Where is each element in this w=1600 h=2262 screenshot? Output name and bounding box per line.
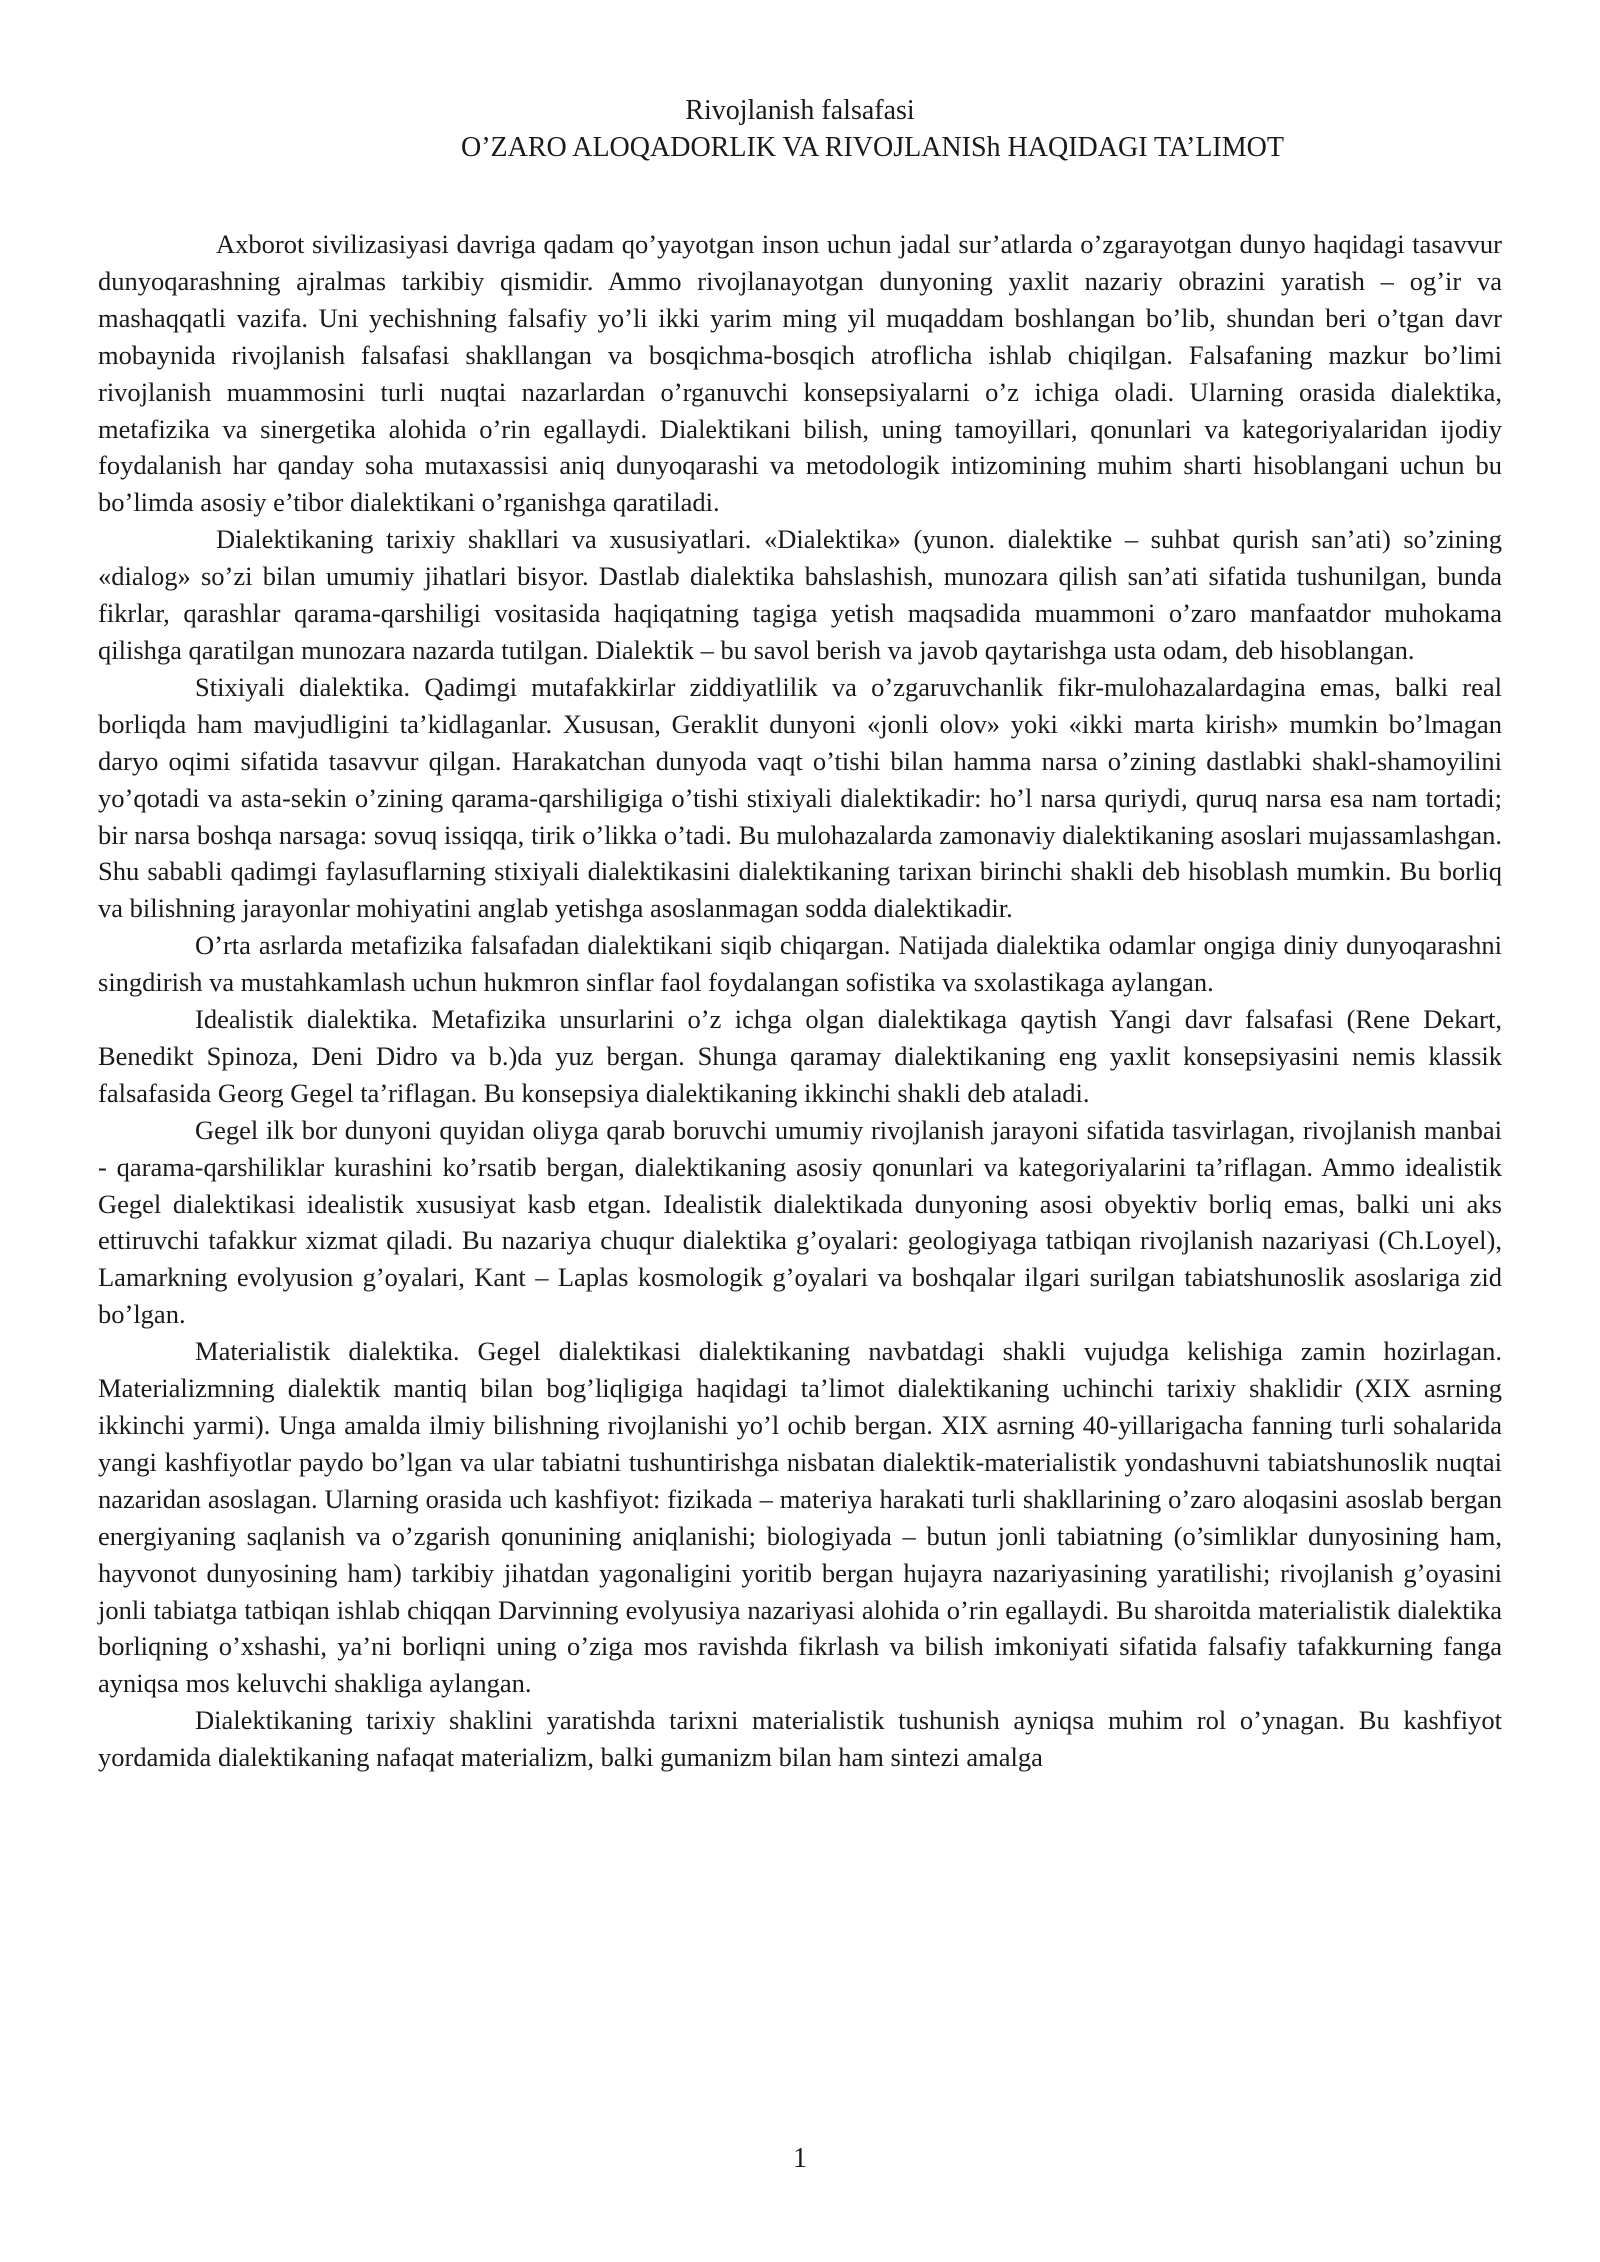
page-number: 1 [793,2143,807,2174]
document-title: Rivojlanish falsafasi [685,95,915,126]
paragraph-hegel: Gegel ilk bor dunyoni quyidan oliyga qarab boruvchi umumiy rivojlanish jarayoni sifatida tasvirlagan, rivojlanish manbai - qarama-qarshiliklar kurashini ko’rsatib bergan, dialektikaning asosiy qonunlari va kategoriyalarini ta’riflagan. Ammo idealistik Gegel dialektikasi idealistik xususiyat kasb etgan. Idealistik dialektikada dunyoning asosi obyektiv borliq emas, balki uni aks ettiruvchi tafakkur xizmat qiladi. Bu nazariya chuqur dialektika g’oyalari: geologiyaga tatbiqan rivojlanish nazariyasi (Ch.Loyel), Lamarkning evolyusion g’oyalari, Kant – Laplas kosmologik g’oyalari va boshqalar ilgari surilgan tabiatshunoslik asoslariga zid bo’lgan. [98,1114,1502,1330]
paragraph-idealistic-dialectics: Idealistik dialektika. Metafizika unsurlarini o’z ichga olgan dialektikaga qaytish Yangi davr falsafasi (Rene Dekart, Benedikt Spinoza, Deni Didro va b.)da yuz bergan. Shunga qaramay dialektikaning eng yaxlit konsepsiyasini nemis klassik falsafasida Georg Gegel ta’riflagan. Bu konsepsiya dialektikaning ikkinchi shakli deb ataladi. [98,1004,1502,1108]
paragraph-spontaneous-dialectics: Stixiyali dialektika. Qadimgi mutafakkirlar ziddiyatlilik va o’zgaruvchanlik fikr-mulohazalardagina emas, balki real borliqda ham mavjudligini ta’kidlaganlar. Xususan, Geraklit dunyoni «jonli olov» yoki «ikki marta kirish» mumkin bo’lmagan daryo oqimi sifatida tasavvur qilgan. Harakatchan dunyoda vaqt o’tishi bilan hamma narsa o’zining dastlabki shakl-shamoyilini yo’qotadi va asta-sekin o’zining qarama-qarshiligiga o’tishi stixiyali dialektikadir: ho’l narsa quriydi, quruq narsa esa nam tortadi; bir narsa boshqa narsaga: sovuq issiqqa, tirik o’likka o’tadi. Bu mulohazalarda zamonaviy dialektikaning asoslari mujassamlashgan. Shu sababli qadimgi faylasuflarning stixiyali dialektikasini dialektikaning tarixan birinchi shakli deb hisoblash mumkin. Bu borliq va bilishning jarayonlar mohiyatini anglab yetishga asoslanmagan sodda dialektikadir. [98,671,1502,924]
document-subtitle: O’ZARO ALOQADORLIK VA RIVOJLANISh HAQIDAGI TA’LIMOT [461,132,1284,163]
paragraph-intro: Axborot sivilizasiyasi davriga qadam qo’yayotgan inson uchun jadal sur’atlarda o’zgarayotgan dunyo haqidagi tasavvur dunyoqarashning ajralmas tarkibiy qismidir. Ammo rivojlanayotgan dunyoning yaxlit nazariy obrazini yaratish – og’ir va mashaqqatli vazifa. Uni yechishning falsafiy yo’li ikki yarim ming yil muqaddam boshlangan bo’lib, shundan beri o’tgan davr mobaynida rivojlanish falsafasi shakllangan va bosqichma-bosqich atroflicha ishlab chiqilgan. Falsafaning mazkur bo’limi rivojlanish muammosini turli nuqtai nazarlardan o’rganuvchi konsepsiyalarni o’z ichiga oladi. Ularning orasida dialektika, metafizika va sinergetika alohida o’rin egallaydi. Dialektikani bilish, uning tamoyillari, qonunlari va kategoriyalaridan ijodiy foydalanish har qanday soha mutaxassisi aniq dunyoqarashi va metodologik intizomining muhim sharti hisoblangani uchun bu bo’limda asosiy e’tibor dialektikani o’rganishga qaratiladi. [98,229,1502,518]
document-body [98,226,1502,1776]
paragraph-materialistic-dialectics: Materialistik dialektika. Gegel dialektikasi dialektikaning navbatdagi shakli vujudga kelishiga zamin hozirlagan. Materializmning dialektik mantiq bilan bog’liqligiga haqidagi ta’limot dialektikaning uchinchi tarixiy shaklidir (XIX asrning ikkinchi yarmi). Unga amalda ilmiy bilishning rivojlanishi yo’l ochib bergan. XIX asrning 40-yillarigacha fanning turli sohalarida yangi kashfiyotlar paydo bo’lgan va ular tabiatni tushuntirishga nisbatan dialektik-materialistik yondashuvni tabiatshunoslik nuqtai nazaridan asoslagan. Ularning orasida uch kashfiyot: fizikada – materiya harakati turli shakllarining o’zaro aloqasini asoslab bergan energiyaning saqlanish va o’zgarish qonunining aniqlanishi; biologiyada – butun jonli tabiatning (o’simliklar dunyosining ham, hayvonot dunyosining ham) tarkibiy jihatdan yagonaligini yoritib bergan hujayra nazariyasining yaratilishi; rivojlanish g’oyasini jonli tabiatga tatbiqan ishlab chiqqan Darvinning evolyusiya nazariyasi alohida o’rin egallaydi. Bu sharoitda materialistik dialektika borliqning o’xshashi, ya’ni borliqni uning o’ziga mos ravishda fikrlash va bilish imkoniyati sifatida falsafiy tafakkurning fanga ayniqsa mos keluvchi shakliga aylangan. [98,1336,1502,1699]
document-heading [98,92,1502,166]
paragraph-historical-materialism: Dialektikaning tarixiy shaklini yaratishda tarixni materialistik tushunish ayniqsa muhim rol o’ynagan. Bu kashfiyot yordamida dialektikaning nafaqat materializm, balki gumanizm bilan ham sintezi amalga [98,1705,1502,1773]
paragraph-middle-ages: O’rta asrlarda metafizika falsafadan dialektikani siqib chiqargan. Natijada dialektika odamlar ongiga diniy dunyoqarashni singdirish va mustahkamlash uchun hukmron sinflar faol foydalangan sofistika va sxolastikaga aylangan. [98,930,1502,998]
paragraph-historical-forms: Dialektikaning tarixiy shakllari va xususiyatlari. «Dialektika» (yunon. dialektike – suhbat qurish san’ati) so’zining «dialog» so’zi bilan umumiy jihatlari bisyor. Dastlab dialektika bahslashish, munozara qilish san’ati sifatida tushunilgan, bunda fikrlar, qarashlar qarama-qarshiligi vositasida haqiqatning tagiga yetish maqsadida muammoni o’zaro manfaatdor muhokama qilishga qaratilgan munozara nazarda tutilgan. Dialektik – bu savol berish va javob qaytarishga usta odam, deb hisoblangan. [98,524,1502,665]
